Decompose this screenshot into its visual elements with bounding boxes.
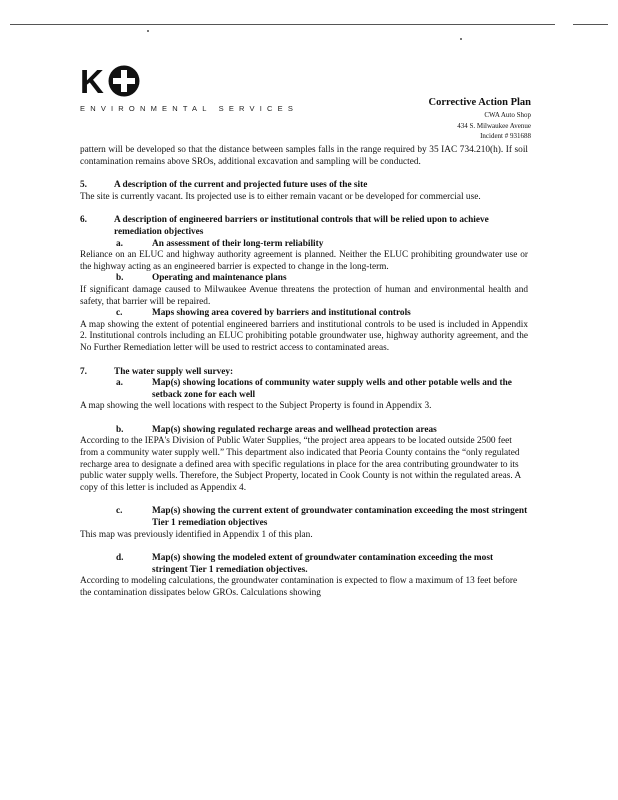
section-6a-text: Reliance on an ELUC and highway authority agreement is planned. Neither the ELUC prohibiting groundwater use or the highway acting as an engineered barrier is expected to change in the long-term. [80, 250, 528, 272]
section-7-heading: 7. The water supply well survey: [80, 366, 234, 377]
section-7c-text: This map was previously identified in Appendix 1 of this plan. [80, 529, 313, 540]
section-7d-text: According to modeling calculations, the groundwater contamination is expected to flow a maximum of 13 feet before the contamination dissipates below GROs. Calculations showing [80, 576, 518, 598]
scan-speck [460, 38, 462, 40]
top-scan-line-right [573, 24, 608, 25]
section-6b-heading: b. Operating and maintenance plans [116, 273, 287, 284]
intro-paragraph: pattern will be developed so that the distance between samples falls in the range required by 35 IAC 734.210(h). If soil contamination remains above SROs, additional excavation and sampling will be conducted. [80, 145, 528, 167]
top-scan-line [10, 24, 555, 25]
header-address: 434 S. Milwaukee Avenue [457, 121, 531, 130]
section-6c-text: A map showing the extent of potential engineered barriers and institutional controls to be used is included in Appendix 2. Institutional controls including an ELUC prohibiting potable groundwater use, highway authority agreement, and the No Further Remediation letter will be used to restrict access to contaminated areas. [80, 319, 528, 353]
section-6b-text: If significant damage caused to Milwaukee Avenue threatens the protection of human and environmental health and safety, that barrier will be repaired. [80, 284, 528, 307]
logo-letter-k: K [80, 62, 105, 100]
section-6-heading: 6. A description of engineered barriers or institutional controls that will be relied upon to achieve remediation objectives [80, 215, 489, 237]
section-5-text: The site is currently vacant. Its projected use is to either remain vacant or be developed for commercial use. [80, 191, 481, 202]
section-5-heading: 5. A description of the current and projected future uses of the site [80, 180, 368, 191]
header-site-name: CWA Auto Shop [484, 111, 531, 119]
logo-o-cross-icon [107, 64, 141, 98]
section-7a-text: A map showing the well locations with respect to the Subject Property is found in Appendix 3. [80, 401, 432, 412]
section-7b-text: According to the IEPA's Division of Public Water Supplies, “the project area appears to be located outside 2500 feet from a community water supply well.” This department also indicated that Peoria County contains the “only regulated recharge area to designate a defined area with specific regulations in place for the area contributing groundwater to its public water supply wells. Therefore, the Subject Property, located in Cook County is not within the regulated areas. A copy of this letter is included as Appendix 4. [80, 436, 521, 493]
section-6c-heading: c. Maps showing area covered by barriers and institutional controls [116, 308, 411, 319]
header-title: Corrective Action Plan [428, 97, 531, 108]
company-logo [80, 64, 298, 113]
section-7c-heading: c. Map(s) showing the current extent of groundwater contamination exceeding the most stringent Tier 1 remediation objectives [116, 506, 528, 529]
section-6a-heading: a. An assessment of their long-term reliability [116, 238, 324, 249]
header-incident: Incident # 931688 [480, 132, 531, 140]
section-7a-heading: a. Map(s) showing locations of community water supply wells and other potable wells and the setback zone for each well [116, 378, 512, 400]
logo-subtitle: ENVIRONMENTAL SERVICES [80, 104, 299, 113]
section-7d-heading: d. Map(s) showing the modeled extent of groundwater contamination exceeding the most stringent Tier 1 remediation objectives. [116, 553, 494, 575]
scan-speck [147, 30, 149, 32]
document-header [429, 96, 531, 142]
document-body [80, 145, 528, 600]
section-7b-heading: b. Map(s) showing regulated recharge areas and wellhead protection areas [116, 424, 437, 435]
